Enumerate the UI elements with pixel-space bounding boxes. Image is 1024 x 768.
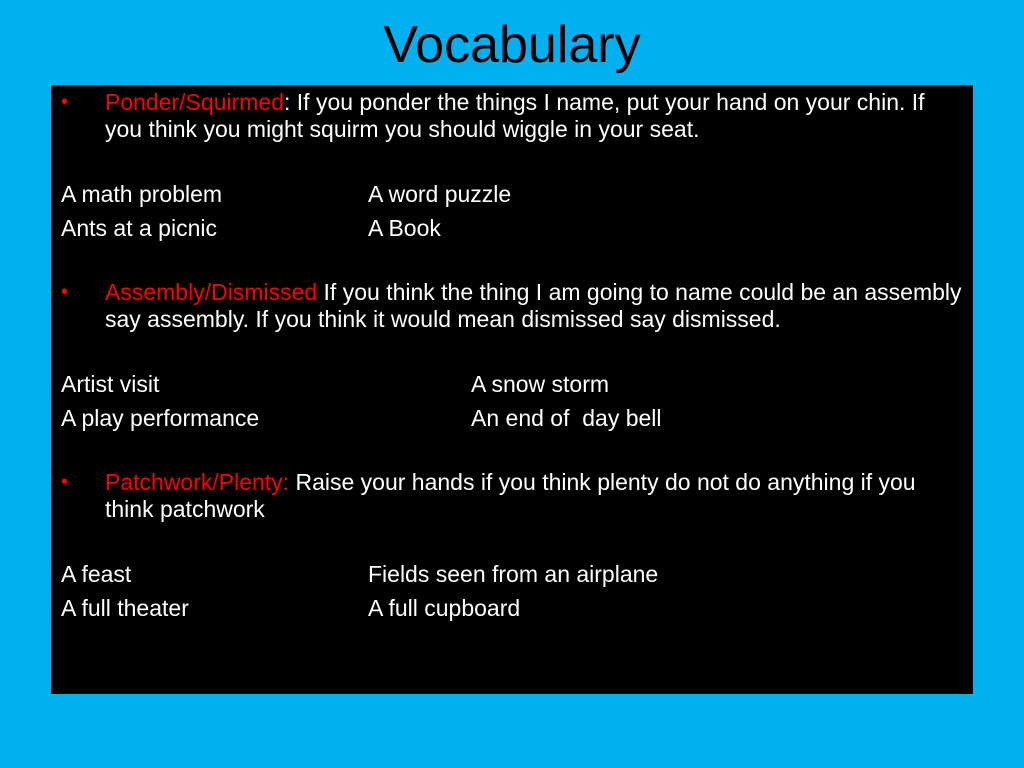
example-left: A math problem [61, 181, 223, 207]
bullet-text: Raise your hands if you think plenty do not do anything if you think patchwork [105, 469, 916, 522]
example-right: An end of day bell [471, 405, 662, 431]
bullet-ponder-squirmed [61, 89, 963, 143]
example-row [61, 557, 963, 591]
example-row [61, 591, 963, 625]
term-label: Ponder/Squirmed [105, 89, 284, 115]
example-left: Artist visit [61, 371, 160, 397]
term-label: Patchwork/Plenty: [105, 469, 290, 495]
example-right: A word puzzle [368, 181, 512, 207]
example-right: A full cupboard [368, 595, 521, 621]
term-separator: : [284, 89, 291, 115]
bullet-dot-icon: • [61, 471, 69, 493]
content-box [51, 85, 973, 694]
bullet-patchwork-plenty [61, 469, 963, 523]
example-row [61, 177, 963, 211]
example-right: A snow storm [471, 371, 610, 397]
bullet-dot-icon: • [61, 281, 69, 303]
bullet-text: If you ponder the things I name, put your hand on your chin. If you think you might squirm you should wiggle in your seat. [105, 89, 925, 142]
example-row [61, 401, 963, 435]
example-row [61, 367, 963, 401]
example-left: A play performance [61, 405, 260, 431]
bullet-text: If you think the thing I am going to name could be an assembly say assembly. If you think it would mean dismissed say dismissed. [105, 279, 962, 332]
example-left: A full theater [61, 595, 189, 621]
bullet-dot-icon: • [61, 91, 69, 113]
example-left: Ants at a picnic [61, 215, 217, 241]
example-right: Fields seen from an airplane [368, 561, 659, 587]
bullet-assembly-dismissed [61, 279, 963, 333]
slide-title: Vocabulary [383, 16, 641, 74]
example-right: A Book [368, 215, 441, 241]
example-left: A feast [61, 561, 132, 587]
term-label: Assembly/Dismissed [105, 279, 318, 305]
example-row [61, 211, 963, 245]
